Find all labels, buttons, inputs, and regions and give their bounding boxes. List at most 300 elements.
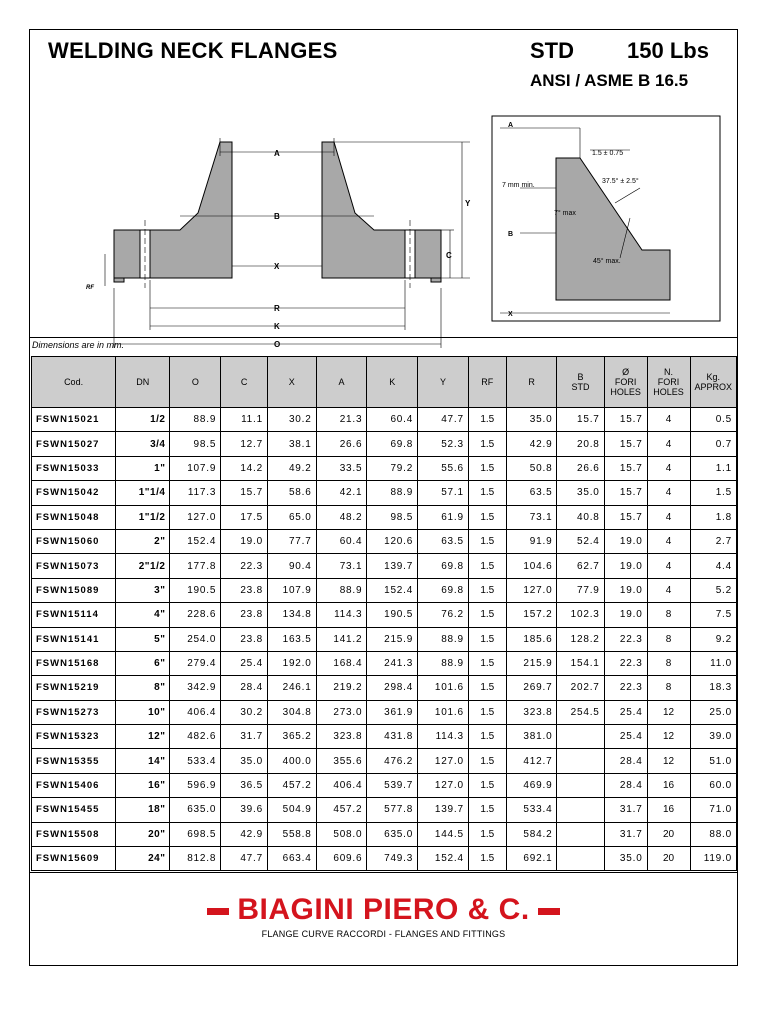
column-header-text: DN [136,377,150,387]
product-code-cell: FSWN15042 [32,481,116,505]
table-cell: 28.4 [604,773,647,797]
table-cell: 185.6 [506,627,557,651]
column-header-text: FORI [614,377,637,387]
table-cell: 58.6 [267,481,316,505]
table-cell: 508.0 [316,822,367,846]
table-cell: 31.7 [221,725,268,749]
table-cell: 4" [116,603,170,627]
table-cell: 3" [116,578,170,602]
table-cell: 812.8 [170,847,221,871]
table-cell: 35.0 [604,847,647,871]
table-row [32,408,737,432]
product-code-cell: FSWN15033 [32,456,116,480]
table-cell: 269.7 [506,676,557,700]
table-cell: 15.7 [557,408,604,432]
table-cell: 24" [116,847,170,871]
table-cell: 119.0 [690,847,736,871]
table-cell: 1.5 [468,676,506,700]
product-code-cell: FSWN15089 [32,578,116,602]
table-row [32,456,737,480]
table-cell: 1.5 [468,651,506,675]
table-cell: 31.7 [604,798,647,822]
table-cell: 609.6 [316,847,367,871]
column-header-text: O [191,377,199,387]
table-cell: 52.3 [418,432,469,456]
table-cell: 21.3 [316,408,367,432]
table-cell: 1.5 [468,627,506,651]
table-cell [557,798,604,822]
table-cell: 76.2 [418,603,469,627]
dim-r: R [274,304,280,313]
dim-y: Y [465,199,471,208]
table-cell [557,847,604,871]
table-row [32,481,737,505]
table-cell: 60.4 [367,408,418,432]
table-cell: 157.2 [506,603,557,627]
table-cell: 69.8 [418,554,469,578]
product-code-cell: FSWN15168 [32,651,116,675]
table-cell: 228.6 [170,603,221,627]
table-cell: 4 [647,505,690,529]
table-cell: 400.0 [267,749,316,773]
product-code-cell: FSWN15048 [32,505,116,529]
table-cell: 4 [647,529,690,553]
table-cell: 698.5 [170,822,221,846]
table-cell: 16 [647,773,690,797]
table-cell: 61.9 [418,505,469,529]
table-cell: 18" [116,798,170,822]
table-cell: 215.9 [367,627,418,651]
brand-logo [30,893,737,927]
table-cell: 107.9 [170,456,221,480]
table-cell: 14" [116,749,170,773]
table-cell: 2.7 [690,529,736,553]
column-header [116,357,170,408]
product-code-cell: FSWN15219 [32,676,116,700]
table-cell: 62.7 [557,554,604,578]
table-cell: 102.3 [557,603,604,627]
product-code-cell: FSWN15406 [32,773,116,797]
table-cell: 4 [647,578,690,602]
table-cell: 19.0 [604,603,647,627]
table-cell: 1.5 [468,408,506,432]
table-cell: 596.9 [170,773,221,797]
units-note: Dimensions are in mm. [32,340,125,350]
table-cell: 31.7 [604,822,647,846]
product-code-cell: FSWN15455 [32,798,116,822]
table-cell: 1.8 [690,505,736,529]
column-header [221,357,268,408]
column-header-text: Cod. [64,377,84,387]
table-row [32,700,737,724]
table-cell: 1.5 [468,529,506,553]
flange-section-drawing [105,138,470,348]
table-cell: 20" [116,822,170,846]
table-cell: 88.0 [690,822,736,846]
table-cell: 406.4 [170,700,221,724]
table-cell: 11.0 [690,651,736,675]
table-cell: 476.2 [367,749,418,773]
table-cell: 14.2 [221,456,268,480]
column-header-text: FORI [657,377,680,387]
table-cell: 20 [647,847,690,871]
detail-b: B [508,231,514,238]
table-cell: 190.5 [367,603,418,627]
table-row [32,725,737,749]
table-cell: 127.0 [418,749,469,773]
table-row [32,847,737,871]
table-row [32,749,737,773]
table-row [32,603,737,627]
table-cell: 1.5 [468,456,506,480]
table-cell: 177.8 [170,554,221,578]
product-code-cell: FSWN15323 [32,725,116,749]
table-cell: 635.0 [170,798,221,822]
column-header [604,357,647,408]
table-cell: 88.9 [316,578,367,602]
table-row [32,798,737,822]
table-cell: 215.9 [506,651,557,675]
table-cell: 342.9 [170,676,221,700]
table-row [32,773,737,797]
table-cell: 25.4 [604,700,647,724]
table-cell: 42.9 [221,822,268,846]
table-cell: 431.8 [367,725,418,749]
table-cell: 120.6 [367,529,418,553]
product-code-cell: FSWN15114 [32,603,116,627]
table-cell: 98.5 [170,432,221,456]
table-cell: 323.8 [316,725,367,749]
table-cell: 88.9 [418,627,469,651]
column-header [367,357,418,408]
divider [30,337,737,338]
table-cell: 69.8 [418,578,469,602]
table-cell: 35.0 [506,408,557,432]
table-cell: 128.2 [557,627,604,651]
table-cell: 35.0 [221,749,268,773]
table-cell: 22.3 [604,651,647,675]
table-cell: 0.7 [690,432,736,456]
table-cell: 19.0 [221,529,268,553]
table-cell: 15.7 [604,505,647,529]
table-cell: 5" [116,627,170,651]
product-code-cell: FSWN15073 [32,554,116,578]
table-cell: 101.6 [418,700,469,724]
table-cell: 114.3 [316,603,367,627]
table-cell: 15.7 [604,408,647,432]
table-cell: 190.5 [170,578,221,602]
dim-rf: RF [86,285,94,291]
table-header-row [32,357,737,408]
page-title: WELDING NECK FLANGES [48,38,338,63]
table-cell: 4 [647,481,690,505]
column-header-text: A [338,377,345,387]
table-cell: 79.2 [367,456,418,480]
column-header-text: Kg. [706,372,721,382]
table-cell: 77.7 [267,529,316,553]
table-cell: 65.0 [267,505,316,529]
table-cell: 15.7 [604,481,647,505]
table-cell: 26.6 [557,456,604,480]
table-row [32,432,737,456]
table-cell: 533.4 [170,749,221,773]
table-cell: 1.5 [468,578,506,602]
table-cell: 1"1/4 [116,481,170,505]
table-cell: 558.8 [267,822,316,846]
table-cell: 163.5 [267,627,316,651]
table-cell: 20.8 [557,432,604,456]
table-cell: 144.5 [418,822,469,846]
detail-7deg-max: 7° max [554,210,576,217]
table-cell: 381.0 [506,725,557,749]
table-cell: 134.8 [267,603,316,627]
divider [30,872,737,873]
table-cell: 4 [647,408,690,432]
column-header [418,357,469,408]
table-cell: 38.1 [267,432,316,456]
logo-bar-right [538,908,560,915]
table-cell: 90.4 [267,554,316,578]
brand-name: BIAGINI PIERO & C. [237,893,530,926]
column-header [690,357,736,408]
table-cell: 279.4 [170,651,221,675]
table-cell: 18.3 [690,676,736,700]
table-cell: 152.4 [170,529,221,553]
detail-tolerance: 1.5 ± 0.75 [592,150,624,157]
table-cell: 19.0 [604,578,647,602]
table-cell: 1.5 [468,700,506,724]
table-cell: 469.9 [506,773,557,797]
datasheet [29,29,738,966]
table-cell: 1/2 [116,408,170,432]
std-label: STD [530,38,574,63]
table-cell: 19.0 [604,554,647,578]
pressure-class: 150 Lbs [627,38,709,63]
table-cell: 40.8 [557,505,604,529]
table-cell: 533.4 [506,798,557,822]
table-cell: 25.4 [221,651,268,675]
table-cell: 8 [647,676,690,700]
dimensions-table [31,356,737,871]
product-code-cell: FSWN15508 [32,822,116,846]
table-cell: 139.7 [367,554,418,578]
table-cell: 63.5 [506,481,557,505]
table-cell: 35.0 [557,481,604,505]
table-row [32,529,737,553]
column-header [32,357,116,408]
table-cell: 50.8 [506,456,557,480]
table-cell: 12 [647,749,690,773]
table-cell: 246.1 [267,676,316,700]
table-cell: 6" [116,651,170,675]
table-cell [557,749,604,773]
table-cell: 482.6 [170,725,221,749]
table-cell: 273.0 [316,700,367,724]
detail-x: X [508,311,513,318]
column-header [647,357,690,408]
table-cell: 457.2 [267,773,316,797]
table-cell: 25.4 [604,725,647,749]
brand-tagline: FLANGE CURVE RACCORDI - FLANGES AND FITTINGS [261,929,506,939]
table-cell: 1.5 [468,749,506,773]
table-cell: 26.6 [316,432,367,456]
table-row [32,578,737,602]
table-cell: 73.1 [506,505,557,529]
column-header [316,357,367,408]
table-cell: 30.2 [267,408,316,432]
table-cell: 16" [116,773,170,797]
table-cell: 127.0 [506,578,557,602]
column-header-text: X [288,377,295,387]
table-cell: 635.0 [367,822,418,846]
table-cell: 48.2 [316,505,367,529]
table-cell: 55.6 [418,456,469,480]
table-cell: 457.2 [316,798,367,822]
table-cell: 8 [647,651,690,675]
table-cell: 154.1 [557,651,604,675]
table-cell: 3/4 [116,432,170,456]
product-code-cell: FSWN15060 [32,529,116,553]
table-cell: 1.5 [468,554,506,578]
table-cell: 17.5 [221,505,268,529]
table-cell: 1.5 [690,481,736,505]
table-cell: 19.0 [604,529,647,553]
table-cell: 107.9 [267,578,316,602]
table-cell: 127.0 [418,773,469,797]
column-header-text: N. [664,367,674,377]
column-header-text: R [528,377,535,387]
table-cell: 1.5 [468,603,506,627]
table-cell: 8 [647,603,690,627]
table-cell: 412.7 [506,749,557,773]
table-cell: 22.3 [604,676,647,700]
table-cell: 60.0 [690,773,736,797]
table-cell: 42.9 [506,432,557,456]
table-cell: 23.8 [221,578,268,602]
column-header [506,357,557,408]
bevel-detail-drawing [492,116,720,321]
table-cell: 47.7 [418,408,469,432]
table-cell: 504.9 [267,798,316,822]
table-cell: 7.5 [690,603,736,627]
dim-o: O [274,340,281,349]
dim-a: A [274,149,280,158]
table-cell: 101.6 [418,676,469,700]
table-cell: 15.7 [604,456,647,480]
table-cell: 1.5 [468,847,506,871]
product-code-cell: FSWN15273 [32,700,116,724]
column-header-text: HOLES [610,387,641,397]
table-cell: 4 [647,432,690,456]
table-cell: 141.2 [316,627,367,651]
table-cell: 192.0 [267,651,316,675]
table-cell: 12" [116,725,170,749]
table-cell: 25.0 [690,700,736,724]
table-cell: 1.5 [468,773,506,797]
column-header-text: Y [439,377,446,387]
table-cell: 88.9 [367,481,418,505]
table-cell: 47.7 [221,847,268,871]
table-cell: 63.5 [418,529,469,553]
dim-b: B [274,212,280,221]
table-cell: 1.5 [468,822,506,846]
table-row [32,651,737,675]
table-cell [557,773,604,797]
product-code-cell: FSWN15027 [32,432,116,456]
table-cell: 11.1 [221,408,268,432]
table-cell: 52.4 [557,529,604,553]
table-cell: 365.2 [267,725,316,749]
table-cell: 88.9 [418,651,469,675]
table-cell: 57.1 [418,481,469,505]
product-code-cell: FSWN15141 [32,627,116,651]
table-cell: 69.8 [367,432,418,456]
column-header-text: APPROX [694,382,733,392]
table-row [32,505,737,529]
table-row [32,627,737,651]
column-header [468,357,506,408]
table-cell: 10" [116,700,170,724]
table-cell: 49.2 [267,456,316,480]
dim-x: X [274,262,280,271]
table-cell: 22.3 [221,554,268,578]
table-cell: 406.4 [316,773,367,797]
table-cell: 16 [647,798,690,822]
column-header [170,357,221,408]
table-cell: 323.8 [506,700,557,724]
column-header-text: K [389,377,396,387]
table-cell: 60.4 [316,529,367,553]
table-cell: 39.6 [221,798,268,822]
table-cell: 1.5 [468,432,506,456]
table-cell: 73.1 [316,554,367,578]
table-cell: 8 [647,627,690,651]
table-cell: 1.5 [468,505,506,529]
table-cell: 30.2 [221,700,268,724]
table-cell: 104.6 [506,554,557,578]
table-cell: 139.7 [418,798,469,822]
table-cell: 39.0 [690,725,736,749]
table-cell: 42.1 [316,481,367,505]
table-cell: 577.8 [367,798,418,822]
table-row [32,554,737,578]
table-cell: 28.4 [604,749,647,773]
table-row [32,822,737,846]
standard-label: ANSI / ASME B 16.5 [530,71,689,90]
table-cell: 168.4 [316,651,367,675]
table-cell: 2"1/2 [116,554,170,578]
logo-bar-left [207,908,229,915]
column-header-text: HOLES [653,387,684,397]
table-cell: 20 [647,822,690,846]
table-cell: 1"1/2 [116,505,170,529]
table-cell: 254.5 [557,700,604,724]
table-cell: 88.9 [170,408,221,432]
table-cell: 4 [647,554,690,578]
table-cell: 304.8 [267,700,316,724]
table-cell: 298.4 [367,676,418,700]
column-header [557,357,604,408]
table-cell: 254.0 [170,627,221,651]
table-cell: 361.9 [367,700,418,724]
column-header-text: RF [481,377,494,387]
table-cell: 1.1 [690,456,736,480]
table-cell: 1" [116,456,170,480]
product-code-cell: FSWN15609 [32,847,116,871]
table-cell: 127.0 [170,505,221,529]
table-cell: 15.7 [604,432,647,456]
detail-a: A [508,122,514,129]
